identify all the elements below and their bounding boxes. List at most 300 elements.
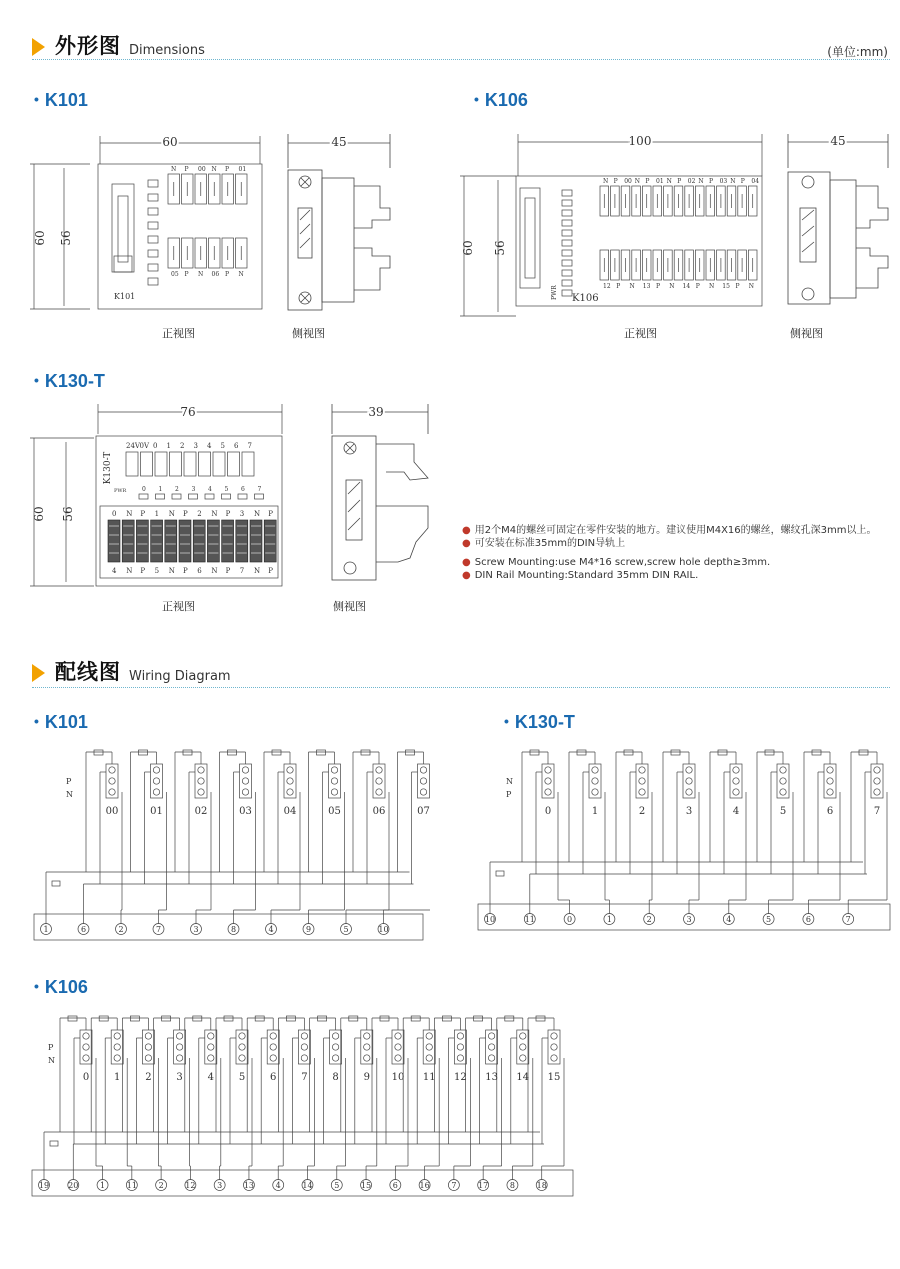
wiring-k106-heading: • K106 <box>34 977 88 997</box>
relay-slot <box>155 452 167 476</box>
channel-label: 5 <box>238 1072 246 1083</box>
relay-pin <box>488 1033 494 1039</box>
bus-label-p: P <box>48 1043 54 1052</box>
fuse <box>859 750 868 755</box>
indicator-led <box>205 494 214 499</box>
relay-pin <box>395 1044 401 1050</box>
terminal-number: 7 <box>451 1181 457 1190</box>
bus-label-n: N <box>48 1056 55 1065</box>
fuse <box>99 1016 108 1021</box>
bus-label-p: N <box>506 777 513 786</box>
terminal-number: 2 <box>646 915 652 924</box>
dimensions-title-en: Dimensions <box>129 43 205 58</box>
led-label: 2 <box>175 486 179 493</box>
led-label: 4 <box>208 486 212 493</box>
fuse <box>162 1016 171 1021</box>
terminal-label: N <box>254 567 261 575</box>
indicator-led <box>255 494 264 499</box>
terminal-label: P <box>677 178 682 185</box>
terminal-number: 18 <box>536 1181 547 1190</box>
relay-pin <box>639 789 645 795</box>
relay-pin <box>639 767 645 773</box>
relay-pin <box>426 1044 432 1050</box>
terminal-label: P <box>184 271 189 278</box>
unit-label: (单位:mm) <box>827 45 888 59</box>
bus-label-p: P <box>66 777 72 786</box>
terminal-label: P <box>140 567 146 575</box>
channel-label: 3 <box>176 1072 183 1083</box>
relay-pin <box>426 1055 432 1061</box>
indicator-led <box>156 494 165 499</box>
relay-slot <box>213 452 225 476</box>
fuse <box>765 750 774 755</box>
mounting-notes <box>462 524 877 582</box>
relay-pin <box>239 1055 245 1061</box>
led-label: 1 <box>158 486 163 493</box>
terminal-label: N <box>198 271 204 278</box>
indicator-led <box>172 494 181 499</box>
terminal-label: N <box>126 567 133 575</box>
channel-label: 6 <box>270 1072 277 1083</box>
indicator-led <box>562 190 572 196</box>
fuse <box>52 881 60 886</box>
terminal-label: 2 <box>197 510 202 518</box>
relay-pin <box>301 1055 307 1061</box>
k106-height-outer-dim: 60 <box>461 240 475 256</box>
channel-label: 3 <box>685 806 693 817</box>
fuse <box>318 1016 327 1021</box>
relay-block <box>589 764 601 798</box>
relay-pin <box>242 778 248 784</box>
relay-pin <box>83 1033 89 1039</box>
relay-block <box>142 1030 154 1064</box>
relay-pin <box>733 767 739 773</box>
channel-label: 2 <box>638 806 646 817</box>
channel-label: 05 <box>328 806 341 817</box>
relay-block <box>548 1030 560 1064</box>
relay-pin <box>109 789 115 795</box>
led-label: 7 <box>257 486 262 493</box>
terminal-number: 3 <box>686 915 692 924</box>
fuse <box>255 1016 264 1021</box>
channel-label: 06 <box>372 806 386 817</box>
relay-pin <box>176 1033 182 1039</box>
terminal-label: P <box>225 166 230 173</box>
terminal-label: P <box>225 510 231 518</box>
relay-pin <box>780 778 786 784</box>
wiring-title-en: Wiring Diagram <box>129 669 231 684</box>
channel-label: 5 <box>779 806 787 817</box>
relay-pin <box>176 1055 182 1061</box>
relay-block <box>240 764 252 798</box>
terminal-label: P <box>656 283 661 290</box>
terminal-label: 15 <box>722 283 730 290</box>
terminal-number: 3 <box>193 925 199 934</box>
relay-pin <box>145 1044 151 1050</box>
relay-pin <box>242 789 248 795</box>
relay-pin <box>242 767 248 773</box>
terminal-number: 8 <box>230 925 237 934</box>
indicator-led <box>189 494 198 499</box>
k130-height-outer-dim: 60 <box>32 506 46 522</box>
k106-front-view <box>460 128 770 318</box>
terminal-number: 11 <box>126 1181 137 1190</box>
fuse <box>193 1016 202 1021</box>
bus-label-n: P <box>506 790 512 799</box>
relay-pin <box>395 1033 401 1039</box>
fuse <box>361 750 370 755</box>
relay-pin <box>686 778 692 784</box>
fuse <box>183 750 192 755</box>
k130-front-view <box>30 402 290 592</box>
relay-pin <box>364 1055 370 1061</box>
relay-block <box>267 1030 279 1064</box>
terminal-label: 00 <box>198 166 206 173</box>
terminal-label: 24V <box>126 442 140 450</box>
k101-wiring-diagram <box>30 742 430 947</box>
relay-block <box>106 764 118 798</box>
relay-pin <box>287 767 293 773</box>
relay-pin <box>376 767 382 773</box>
terminal-number: 4 <box>726 915 732 924</box>
relay-block <box>205 1030 217 1064</box>
fuse <box>474 1016 483 1021</box>
terminal-label: 00 <box>624 178 632 185</box>
indicator-led <box>148 278 158 285</box>
channel-label: 0 <box>82 1072 90 1083</box>
channel-label: 1 <box>591 806 599 817</box>
relay-block <box>236 1030 248 1064</box>
terminal-label: 0 <box>112 510 117 518</box>
channel-label: 10 <box>391 1072 405 1083</box>
fuse <box>286 1016 295 1021</box>
relay-pin <box>780 789 786 795</box>
relay-block <box>777 764 789 798</box>
k106-pwr-label: PWR <box>551 285 558 300</box>
relay-pin <box>551 1055 557 1061</box>
terminal-label: P <box>613 178 618 185</box>
relay-block <box>111 1030 123 1064</box>
terminal-label: N <box>603 178 609 185</box>
relay-block <box>151 764 163 798</box>
note-item: ● Screw Mounting:use M4*16 screw,screw hole depth≥3mm. <box>462 557 771 568</box>
relay-block <box>174 1030 186 1064</box>
terminal-label: P <box>740 178 745 185</box>
terminal-label: 04 <box>751 178 760 185</box>
terminal-label: 02 <box>687 178 696 185</box>
channel-label: 03 <box>239 806 252 817</box>
relay-block <box>730 764 742 798</box>
terminal-label: N <box>666 178 672 185</box>
terminal-number: 9 <box>305 925 312 934</box>
indicator-led <box>562 200 572 206</box>
terminal-number: 2 <box>118 925 124 934</box>
relay-block <box>195 764 207 798</box>
relay-pin <box>520 1055 526 1061</box>
relay-pin <box>827 789 833 795</box>
terminal-number: 20 <box>68 1181 79 1190</box>
relay-pin <box>109 767 115 773</box>
indicator-led <box>562 220 572 226</box>
relay-slot <box>228 452 240 476</box>
terminal-label: N <box>211 510 218 518</box>
k106-side-caption: 侧视图 <box>790 327 823 340</box>
relay-pin <box>874 789 880 795</box>
terminal-label: P <box>140 510 146 518</box>
k130-heading: • K130-T <box>34 371 105 391</box>
relay-block <box>298 1030 310 1064</box>
note-item: ● 可安装在标准35mm的DIN导轨上 <box>462 538 626 549</box>
terminal-label: 7 <box>239 567 245 575</box>
channel-label: 1 <box>114 1072 121 1083</box>
terminal-label: N <box>171 166 177 173</box>
terminal-label: P <box>225 271 230 278</box>
terminal-label: P <box>225 567 231 575</box>
terminal-label: N <box>748 283 754 290</box>
relay-block <box>871 764 883 798</box>
indicator-led <box>562 280 572 286</box>
relay-pin <box>239 1044 245 1050</box>
fuse <box>94 750 103 755</box>
terminal-label: P <box>268 510 273 518</box>
terminal-number: 6 <box>805 915 811 924</box>
k101-height-inner-dim: 56 <box>59 230 73 246</box>
terminal-label: 0V <box>139 442 150 450</box>
relay-pin <box>420 778 426 784</box>
terminal-label: 12 <box>603 283 611 290</box>
terminal-number: 4 <box>268 925 274 934</box>
fuse <box>671 750 680 755</box>
relay-slot <box>184 452 196 476</box>
relay-pin <box>551 1044 557 1050</box>
channel-label: 01 <box>150 806 163 817</box>
dimensions-title-cn: 外形图 <box>55 34 121 58</box>
terminal-label: 4 <box>207 442 212 450</box>
fuse <box>812 750 821 755</box>
k101-side-view <box>282 128 402 318</box>
relay-pin <box>364 1044 370 1050</box>
led-label: 0 <box>142 486 146 493</box>
channel-label: 12 <box>454 1072 467 1083</box>
channel-label: 8 <box>332 1072 339 1083</box>
relay-pin <box>287 789 293 795</box>
terminal-label: 14 <box>682 283 691 290</box>
relay-pin <box>551 1033 557 1039</box>
terminal-label: P <box>695 283 700 290</box>
k106-wiring-diagram <box>30 1008 580 1213</box>
relay-pin <box>545 778 551 784</box>
relay-pin <box>874 767 880 773</box>
relay-pin <box>114 1033 120 1039</box>
terminal-label: N <box>669 283 675 290</box>
k106-heading: • K106 <box>474 90 528 110</box>
k106-width-dim: 100 <box>628 134 652 148</box>
relay-slot <box>242 452 254 476</box>
relay-pin <box>395 1055 401 1061</box>
relay-slot <box>199 452 211 476</box>
k101-heading: • K101 <box>34 90 88 110</box>
relay-slot <box>141 452 153 476</box>
channel-label: 13 <box>485 1072 498 1083</box>
terminal-label: N <box>168 510 175 518</box>
indicator-led <box>562 230 572 236</box>
relay-pin <box>426 1033 432 1039</box>
k101-depth-dim: 45 <box>331 135 347 149</box>
terminal-label: N <box>211 567 218 575</box>
indicator-led <box>238 494 247 499</box>
section-divider <box>32 59 890 60</box>
k130-front-caption: 正视图 <box>162 600 195 613</box>
relay-pin <box>301 1033 307 1039</box>
terminal-number: 7 <box>155 925 162 934</box>
terminal-label: P <box>183 510 188 518</box>
k130-side-label: K130-T <box>103 451 113 485</box>
fuse <box>718 750 727 755</box>
fuse <box>380 1016 389 1021</box>
relay-pin <box>457 1044 463 1050</box>
relay-pin <box>208 1044 214 1050</box>
terminal-label: 5 <box>220 442 225 450</box>
relay-pin <box>208 1033 214 1039</box>
channel-label: 2 <box>145 1072 152 1083</box>
k130-side-view <box>320 402 440 592</box>
terminal-label: 05 <box>171 271 179 278</box>
relay-pin <box>198 767 204 773</box>
section-divider <box>32 687 890 688</box>
terminal-label: 4 <box>112 567 117 575</box>
section-arrow-icon <box>32 664 45 682</box>
relay-pin <box>331 778 337 784</box>
channel-label: 4 <box>732 806 740 817</box>
terminal-label: N <box>238 271 244 278</box>
fuse <box>411 1016 420 1021</box>
channel-label: 9 <box>363 1072 370 1083</box>
terminal-label: N <box>126 510 133 518</box>
terminal-number: 4 <box>275 1181 281 1190</box>
relay-pin <box>198 789 204 795</box>
terminal-label: N <box>730 178 736 185</box>
relay-pin <box>198 778 204 784</box>
indicator-led <box>562 210 572 216</box>
relay-pin <box>592 767 598 773</box>
terminal-label: 5 <box>154 567 160 575</box>
k130-side-caption: 侧视图 <box>333 600 366 613</box>
relay-pin <box>153 789 159 795</box>
fuse <box>406 750 415 755</box>
k101-height-outer-dim: 60 <box>33 230 47 246</box>
relay-block <box>80 1030 92 1064</box>
fuse <box>536 1016 545 1021</box>
relay-slot <box>126 452 138 476</box>
relay-block <box>636 764 648 798</box>
led-label: 6 <box>241 486 245 493</box>
channel-label: 14 <box>516 1072 530 1083</box>
terminal-label: P <box>709 178 714 185</box>
relay-pin <box>153 778 159 784</box>
relay-pin <box>270 1055 276 1061</box>
relay-pin <box>376 789 382 795</box>
relay-pin <box>114 1055 120 1061</box>
indicator-led <box>139 494 148 499</box>
fuse <box>442 1016 451 1021</box>
indicator-led <box>562 260 572 266</box>
terminal-number: 17 <box>478 1181 489 1190</box>
channel-label: 7 <box>873 806 881 817</box>
relay-block <box>454 1030 466 1064</box>
relay-pin <box>332 1033 338 1039</box>
terminal-label: 06 <box>211 271 220 278</box>
relay-pin <box>332 1055 338 1061</box>
fuse <box>130 1016 139 1021</box>
terminal-number: 0 <box>567 915 573 924</box>
relay-pin <box>153 767 159 773</box>
relay-pin <box>827 767 833 773</box>
channel-label: 0 <box>544 806 552 817</box>
terminal-label: 01 <box>238 166 247 173</box>
terminal-number: 5 <box>766 915 772 924</box>
fuse <box>224 1016 233 1021</box>
terminal-label: 3 <box>239 510 245 518</box>
k130-height-inner-dim: 56 <box>61 506 75 522</box>
terminal-label: 01 <box>656 178 664 185</box>
relay-pin <box>331 789 337 795</box>
relay-pin <box>639 778 645 784</box>
terminal-label: N <box>629 283 635 290</box>
k130-led-label: PWR <box>114 488 127 494</box>
k101-front-caption: 正视图 <box>162 327 195 340</box>
relay-pin <box>592 789 598 795</box>
terminal-number: 8 <box>509 1181 515 1190</box>
relay-block <box>486 1030 498 1064</box>
channel-label: 04 <box>283 806 297 817</box>
relay-pin <box>145 1055 151 1061</box>
relay-pin <box>874 778 880 784</box>
relay-pin <box>733 778 739 784</box>
k130-depth-dim: 39 <box>368 405 384 419</box>
k130-width-dim: 76 <box>180 405 196 419</box>
terminal-number: 7 <box>845 915 851 924</box>
terminal-label: P <box>645 178 650 185</box>
channel-label: 4 <box>207 1072 214 1083</box>
relay-pin <box>520 1044 526 1050</box>
fuse <box>68 1016 77 1021</box>
bus-label-n: N <box>66 790 73 799</box>
dimensions-heading <box>32 30 205 60</box>
led-label: 3 <box>191 486 196 493</box>
terminal-number: 5 <box>343 925 349 934</box>
terminal-label: 0 <box>153 442 158 450</box>
terminal-number: 10 <box>484 915 496 924</box>
relay-slot <box>170 452 182 476</box>
relay-pin <box>686 767 692 773</box>
wiring-heading <box>32 656 231 686</box>
terminal-number: 3 <box>217 1181 223 1190</box>
indicator-led <box>148 264 158 271</box>
k106-side-view <box>782 128 898 318</box>
k106-height-inner-dim: 56 <box>493 240 507 256</box>
indicator-led <box>148 236 158 243</box>
relay-block <box>683 764 695 798</box>
relay-pin <box>733 789 739 795</box>
k106-face-label: K106 <box>572 293 599 304</box>
relay-pin <box>827 778 833 784</box>
relay-block <box>373 764 385 798</box>
relay-pin <box>780 767 786 773</box>
relay-pin <box>420 789 426 795</box>
k101-face-label: K101 <box>114 292 136 301</box>
terminal-number: 1 <box>100 1181 106 1190</box>
terminal-label: N <box>709 283 715 290</box>
